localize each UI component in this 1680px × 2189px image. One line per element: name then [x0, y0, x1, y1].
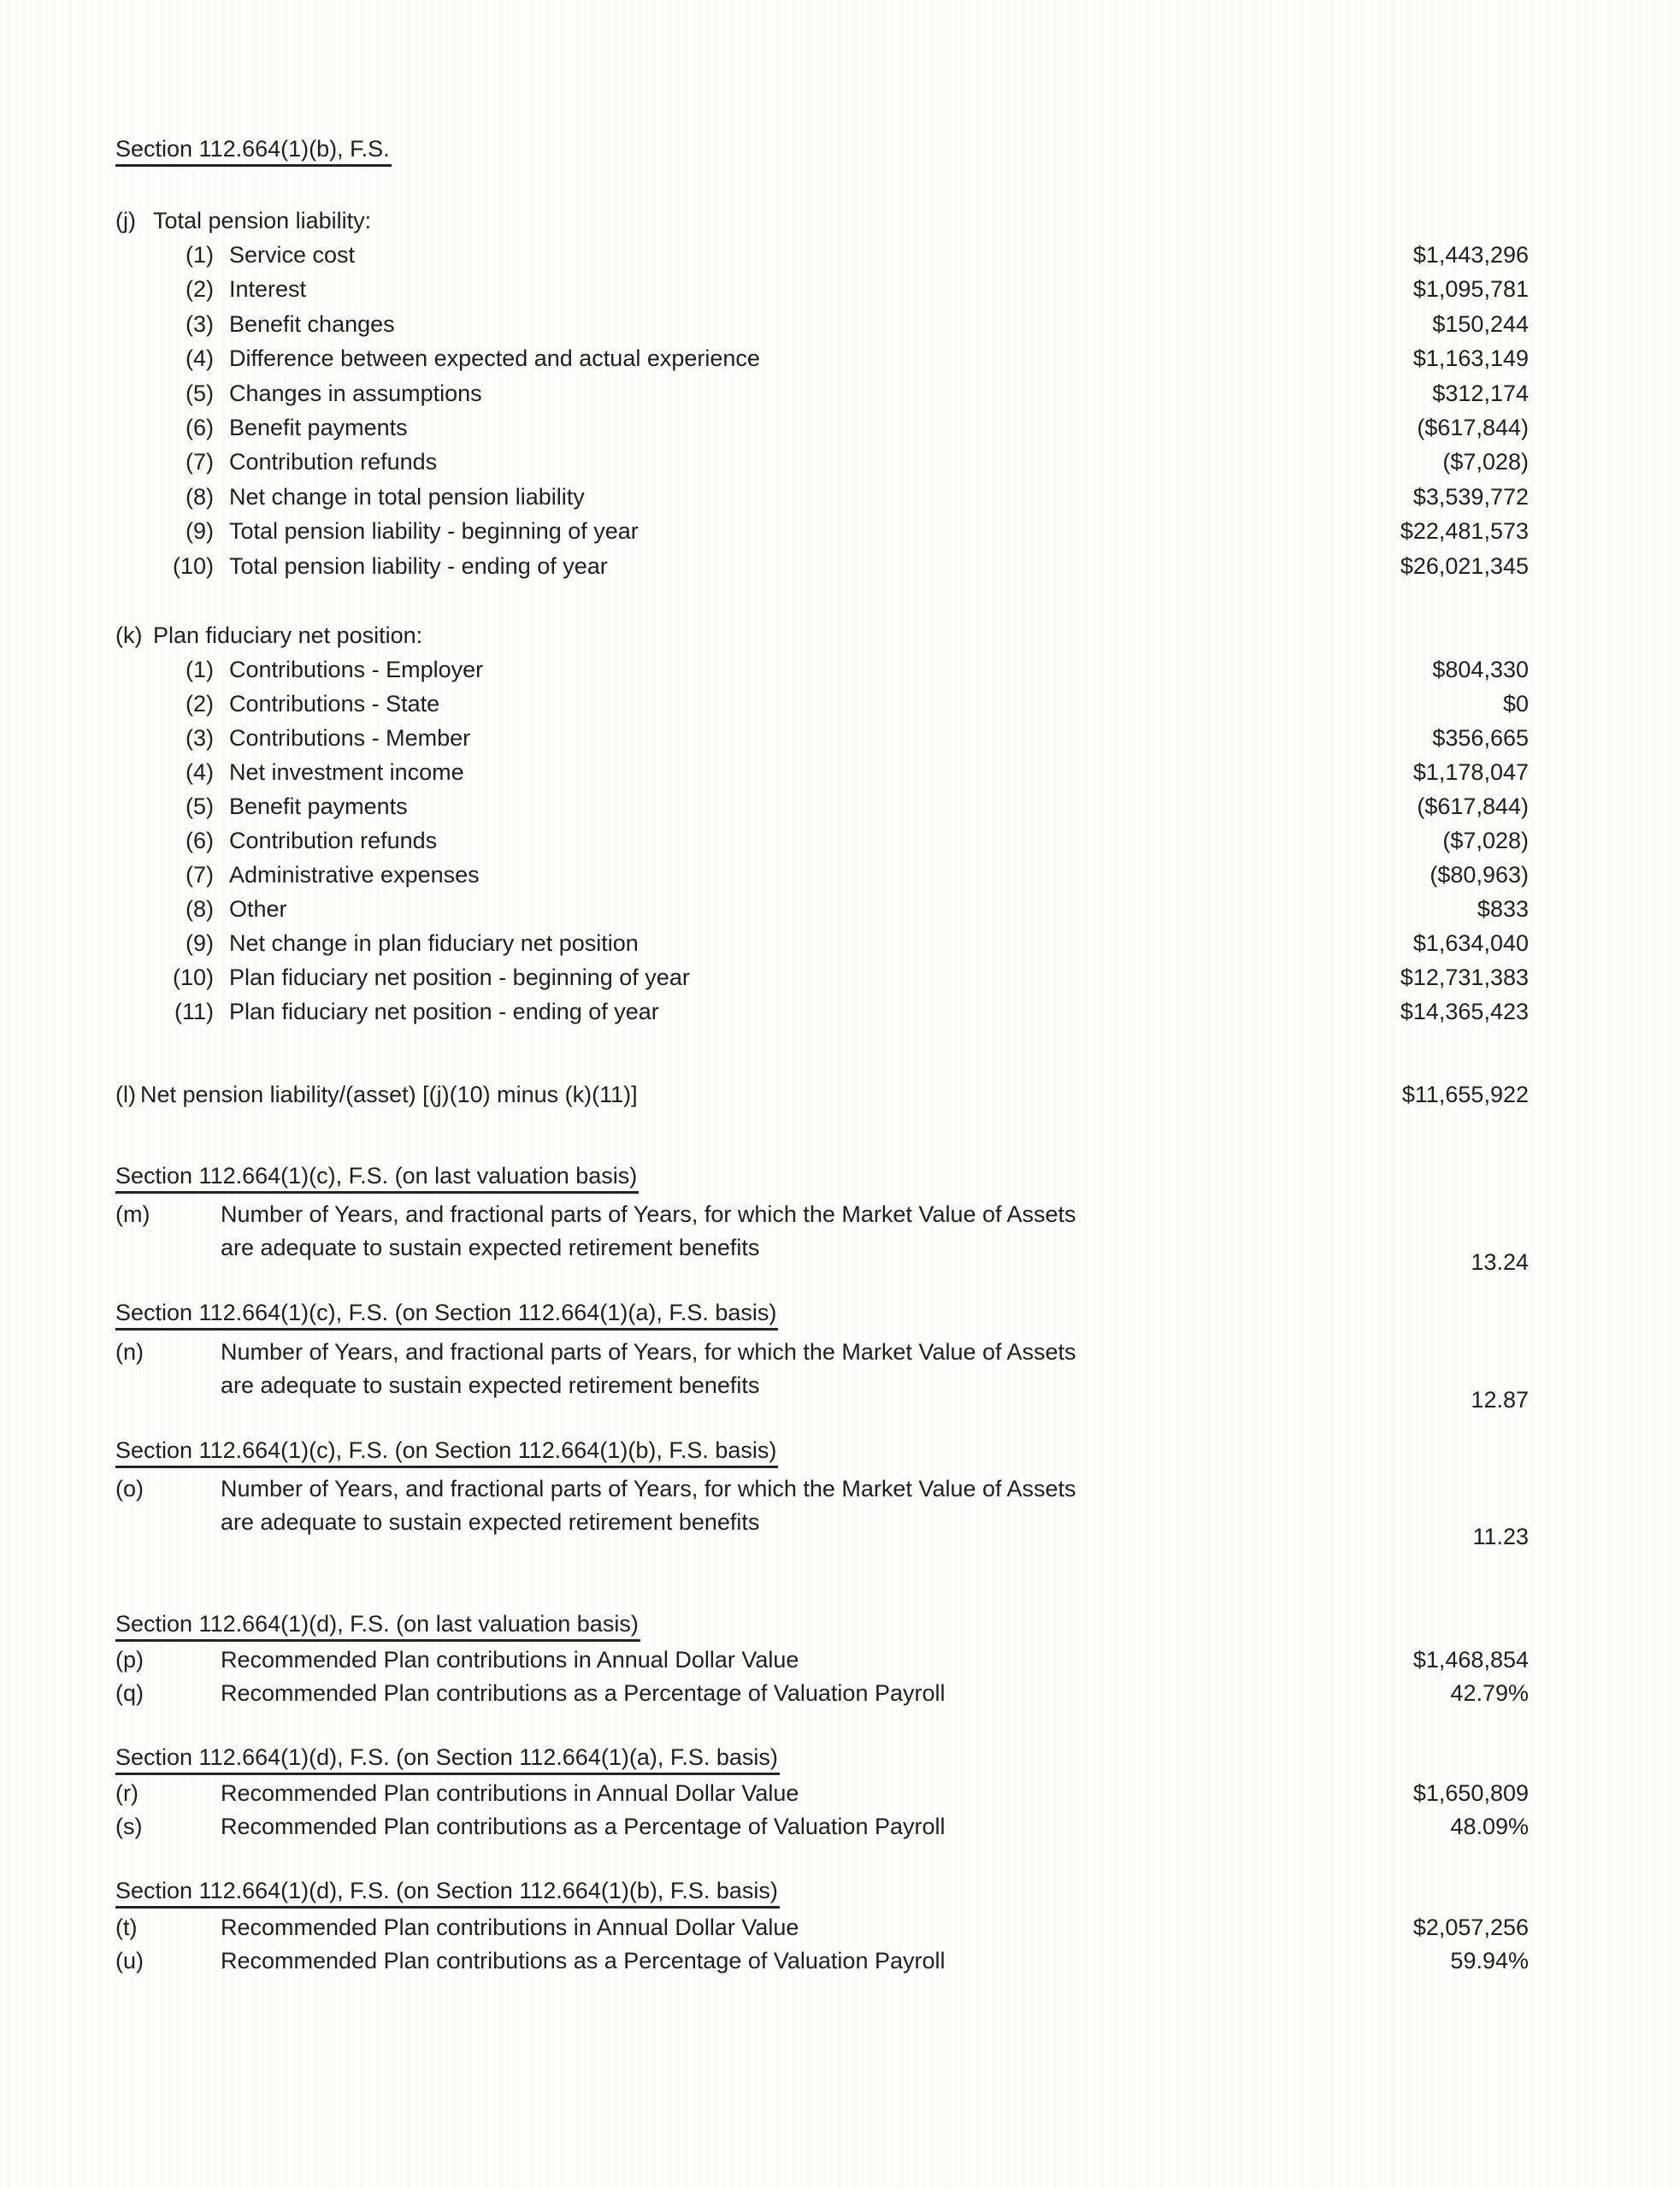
m-text-line2: are adequate to sustain expected retirement benefits [221, 1235, 760, 1260]
item-number: (9) [186, 930, 214, 956]
r-label: Recommended Plan contributions in Annual Dollar Value [221, 1780, 799, 1806]
item-label: Benefit changes [229, 311, 395, 337]
item-value: $26,021,345 [1400, 553, 1529, 579]
t-value: $2,057,256 [1412, 1915, 1529, 1940]
section-c-a-header: Section 112.664(1)(c), F.S. (on Section 112.664(1)(a), F.S. basis) [115, 1298, 778, 1331]
item-number: (5) [186, 381, 214, 406]
o-value-row [0, 1519, 1680, 1554]
item-number: (1) [186, 242, 214, 268]
r-row [0, 1776, 1680, 1810]
u-marker: (u) [115, 1948, 144, 1974]
item-label: Plan fiduciary net position - beginning of year [229, 965, 690, 990]
r-value: $1,650,809 [1412, 1780, 1529, 1806]
item-number: (5) [186, 794, 214, 819]
item-number: (6) [186, 415, 214, 440]
section-c-last-header: Section 112.664(1)(c), F.S. (on last valuation basis) [115, 1161, 639, 1194]
o-line1-row [0, 1472, 1680, 1506]
item-number: (8) [186, 896, 214, 922]
item-number: (7) [186, 449, 214, 475]
item-value: $3,539,772 [1412, 484, 1529, 510]
list-item [0, 858, 1680, 892]
k-marker: (k) [115, 622, 143, 648]
item-number: (10) [172, 553, 214, 579]
list-item [0, 721, 1680, 755]
item-label: Net change in plan fiduciary net position [229, 930, 639, 956]
m-value: 13.24 [1471, 1249, 1529, 1275]
item-number: (7) [186, 862, 214, 888]
item-label: Contribution refunds [229, 828, 438, 853]
section-c-b-header: Section 112.664(1)(c), F.S. (on Section 112.664(1)(b), F.S. basis) [115, 1436, 778, 1468]
section-d-last-header: Section 112.664(1)(d), F.S. (on last valuation basis) [115, 1609, 640, 1642]
item-label: Service cost [229, 242, 356, 268]
s-marker: (s) [115, 1814, 143, 1839]
section-d-b-header: Section 112.664(1)(d), F.S. (on Section 112.664(1)(b), F.S. basis) [115, 1876, 780, 1909]
section-b-header-row [0, 134, 1680, 168]
list-item [0, 652, 1680, 687]
section-header-row [0, 1161, 1680, 1195]
l-value: $11,655,922 [1401, 1082, 1529, 1107]
list-item [0, 960, 1680, 994]
l-label: Net pension liability/(asset) [(j)(10) minus (k)(11)] [140, 1082, 638, 1107]
m-marker: (m) [115, 1201, 150, 1227]
section-b-header: Section 112.664(1)(b), F.S. [115, 134, 392, 167]
item-value: $1,095,781 [1412, 276, 1529, 302]
item-label: Changes in assumptions [229, 381, 482, 406]
item-number: (3) [186, 725, 214, 751]
list-item [0, 514, 1680, 548]
section-header-row [0, 1876, 1680, 1910]
item-label: Interest [229, 276, 307, 302]
p-row [0, 1643, 1680, 1677]
n-marker: (n) [115, 1339, 144, 1365]
j-marker: (j) [115, 208, 136, 233]
u-row [0, 1944, 1680, 1978]
t-marker: (t) [115, 1915, 138, 1940]
s-label: Recommended Plan contributions as a Percentage of Valuation Payroll [221, 1814, 946, 1839]
item-label: Plan fiduciary net position - ending of year [229, 999, 659, 1024]
item-label: Total pension liability - beginning of year [229, 518, 639, 544]
u-value: 59.94% [1450, 1948, 1529, 1974]
item-label: Contributions - State [229, 691, 440, 717]
t-row [0, 1910, 1680, 1944]
list-item [0, 687, 1680, 721]
item-value: $22,481,573 [1400, 518, 1529, 544]
s-value: 48.09% [1450, 1814, 1529, 1839]
p-value: $1,468,854 [1412, 1647, 1529, 1673]
list-item [0, 755, 1680, 789]
list-item [0, 272, 1680, 306]
q-marker: (q) [115, 1680, 144, 1706]
item-value: $356,665 [1432, 725, 1529, 751]
item-label: Contributions - Employer [229, 657, 484, 682]
list-item [0, 238, 1680, 272]
item-number: (2) [186, 276, 214, 302]
q-row [0, 1676, 1680, 1710]
item-value: $12,731,383 [1400, 965, 1529, 990]
item-value: ($7,028) [1442, 449, 1529, 475]
t-label: Recommended Plan contributions in Annual Dollar Value [221, 1915, 799, 1940]
item-number: (11) [174, 999, 214, 1024]
item-value: $1,634,040 [1412, 930, 1529, 956]
j-heading: Total pension liability: [153, 208, 372, 233]
q-label: Recommended Plan contributions as a Percentage of Valuation Payroll [221, 1680, 946, 1706]
s-row [0, 1809, 1680, 1844]
n-line1-row [0, 1335, 1680, 1369]
item-label: Total pension liability - ending of year [229, 553, 608, 579]
item-value: $14,365,423 [1400, 999, 1529, 1024]
item-number: (2) [186, 691, 214, 717]
item-number: (4) [186, 759, 214, 785]
n-value-row [0, 1383, 1680, 1417]
item-value: $1,163,149 [1412, 345, 1529, 371]
list-item [0, 445, 1680, 479]
p-marker: (p) [115, 1647, 144, 1673]
j-heading-row [0, 204, 1680, 238]
list-item [0, 480, 1680, 514]
r-marker: (r) [115, 1780, 139, 1806]
o-text-line2: are adequate to sustain expected retirement benefits [221, 1509, 760, 1535]
item-value: $1,443,296 [1412, 242, 1529, 268]
item-number: (3) [186, 311, 214, 337]
u-label: Recommended Plan contributions as a Percentage of Valuation Payroll [221, 1948, 946, 1974]
list-item [0, 789, 1680, 823]
item-value: $833 [1477, 896, 1529, 922]
list-item [0, 307, 1680, 341]
item-value: $150,244 [1432, 311, 1529, 337]
item-value: $312,174 [1432, 381, 1529, 406]
section-header-row [0, 1436, 1680, 1470]
list-item [0, 410, 1680, 445]
l-row [0, 1077, 1680, 1112]
list-item [0, 376, 1680, 410]
k-heading-row [0, 618, 1680, 652]
l-marker: (l) [115, 1082, 136, 1107]
item-number: (4) [186, 345, 214, 371]
section-header-row [0, 1609, 1680, 1643]
list-item [0, 892, 1680, 926]
p-label: Recommended Plan contributions in Annual Dollar Value [221, 1647, 799, 1673]
item-value: ($7,028) [1442, 828, 1529, 853]
list-item [0, 341, 1680, 375]
item-number: (1) [186, 657, 214, 682]
item-value: $804,330 [1432, 657, 1529, 682]
item-value: ($617,844) [1417, 794, 1529, 819]
m-value-row [0, 1245, 1680, 1279]
item-label: Contributions - Member [229, 725, 471, 751]
item-value: $1,178,047 [1412, 759, 1529, 785]
item-value: ($80,963) [1429, 862, 1529, 888]
item-number: (9) [186, 518, 214, 544]
item-label: Benefit payments [229, 794, 408, 819]
item-number: (6) [186, 828, 214, 853]
n-value: 12.87 [1471, 1387, 1529, 1413]
m-line1-row [0, 1197, 1680, 1231]
item-label: Administrative expenses [229, 862, 480, 888]
list-item [0, 926, 1680, 960]
list-item [0, 994, 1680, 1029]
item-value: ($617,844) [1417, 415, 1529, 440]
item-number: (8) [186, 484, 214, 510]
item-label: Net change in total pension liability [229, 484, 585, 510]
item-number: (10) [172, 965, 214, 990]
item-label: Benefit payments [229, 415, 408, 440]
q-value: 42.79% [1450, 1680, 1529, 1706]
list-item [0, 549, 1680, 583]
o-marker: (o) [115, 1476, 144, 1502]
section-d-a-header: Section 112.664(1)(d), F.S. (on Section 112.664(1)(a), F.S. basis) [115, 1743, 780, 1775]
section-header-row [0, 1298, 1680, 1332]
item-value: $0 [1502, 691, 1529, 717]
list-item [0, 823, 1680, 858]
o-value: 11.23 [1472, 1524, 1529, 1549]
k-heading: Plan fiduciary net position: [153, 622, 423, 648]
item-label: Contribution refunds [229, 449, 438, 475]
item-label: Difference between expected and actual experience [229, 345, 760, 371]
m-text-line1: Number of Years, and fractional parts of Years, for which the Market Value of Assets [221, 1201, 1076, 1227]
o-text-line1: Number of Years, and fractional parts of Years, for which the Market Value of Assets [221, 1476, 1076, 1502]
section-header-row [0, 1743, 1680, 1777]
n-text-line1: Number of Years, and fractional parts of Years, for which the Market Value of Assets [221, 1339, 1076, 1365]
item-label: Net investment income [229, 759, 464, 785]
n-text-line2: are adequate to sustain expected retirement benefits [221, 1372, 760, 1398]
item-label: Other [229, 896, 287, 922]
